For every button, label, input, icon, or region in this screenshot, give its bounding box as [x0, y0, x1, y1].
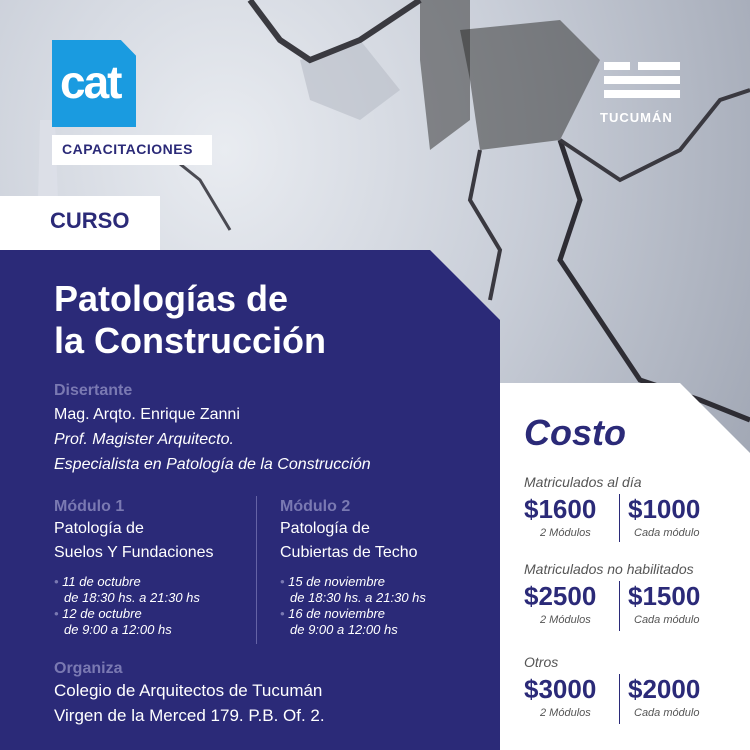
module-2-dates: • 15 de noviembre de 18:30 hs. a 21:30 hs • 16 de noviembre de 9:00 a 12:00 hs: [280, 574, 426, 637]
tier-2-sub-both: 2 Módulos: [540, 614, 591, 626]
tier-2-label: Matriculados no habilitados: [524, 561, 694, 577]
speaker-heading: Disertante: [54, 382, 133, 399]
cat-logo-text: cat: [60, 56, 121, 108]
module-1-date-1: 11 de octubre: [62, 574, 141, 589]
tier-1-label: Matriculados al día: [524, 474, 642, 490]
title-line-1: Patologías de: [54, 278, 289, 319]
tier-3-price-both: $3000: [524, 674, 597, 704]
module-1-time-1: de 18:30 hs. a 21:30 hs: [64, 590, 200, 605]
speaker-name: Mag. Arqto. Enrique Zanni: [54, 406, 240, 423]
module-1-line-2: Suelos Y Fundaciones: [54, 544, 214, 561]
module-1-heading: Módulo 1: [54, 498, 125, 515]
tucuman-label: TUCUMÁN: [600, 110, 673, 125]
title-line-2: la Construcción: [54, 320, 327, 361]
speaker-role-1: Prof. Magister Arquitecto.: [54, 431, 234, 448]
capacitaciones-label: CAPACITACIONES: [62, 141, 193, 157]
organizer-heading: Organiza: [54, 660, 123, 677]
tier-2-sub-each: Cada módulo: [634, 614, 700, 626]
tier-2-divider: [619, 581, 620, 631]
module-1-dates: • 11 de octubre de 18:30 hs. a 21:30 hs • 12 de octubre de 9:00 a 12:00 hs: [54, 574, 200, 637]
module-1-time-2: de 9:00 a 12:00 hs: [64, 622, 172, 637]
tier-3-sub-each: Cada módulo: [634, 707, 700, 719]
tier-1-sub-both: 2 Módulos: [540, 527, 591, 539]
course-title: [54, 278, 474, 362]
module-2-line-2: Cubiertas de Techo: [280, 544, 418, 561]
module-2-date-1: 15 de noviembre: [288, 574, 386, 589]
cost-heading: Costo: [524, 412, 626, 453]
tier-3-sub-both: 2 Módulos: [540, 707, 591, 719]
module-2-date-2: 16 de noviembre: [288, 606, 386, 621]
tier-3-divider: [619, 674, 620, 724]
tier-3-label: Otros: [524, 654, 559, 670]
module-divider: [256, 496, 257, 644]
tier-1-price-both: $1600: [524, 494, 597, 524]
module-1-date-2: 12 de octubre: [62, 606, 142, 621]
curso-label: CURSO: [50, 208, 130, 233]
module-2-line-1: Patología de: [280, 520, 370, 537]
organizer-name: Colegio de Arquitectos de Tucumán: [54, 681, 323, 700]
module-2-heading: Módulo 2: [280, 498, 351, 515]
organizer-address: Virgen de la Merced 179. P.B. Of. 2.: [54, 706, 325, 725]
tier-1-divider: [619, 494, 620, 542]
tier-1-price-each: $1000: [628, 494, 701, 524]
tier-2-price-each: $1500: [628, 581, 701, 611]
speaker-role-2: Especialista en Patología de la Construcción: [54, 456, 371, 473]
module-2-time-1: de 18:30 hs. a 21:30 hs: [290, 590, 426, 605]
module-2-time-2: de 9:00 a 12:00 hs: [290, 622, 398, 637]
module-1-line-1: Patología de: [54, 520, 144, 537]
tier-3-price-each: $2000: [628, 674, 701, 704]
tier-1-sub-each: Cada módulo: [634, 527, 700, 539]
tier-2-price-both: $2500: [524, 581, 597, 611]
